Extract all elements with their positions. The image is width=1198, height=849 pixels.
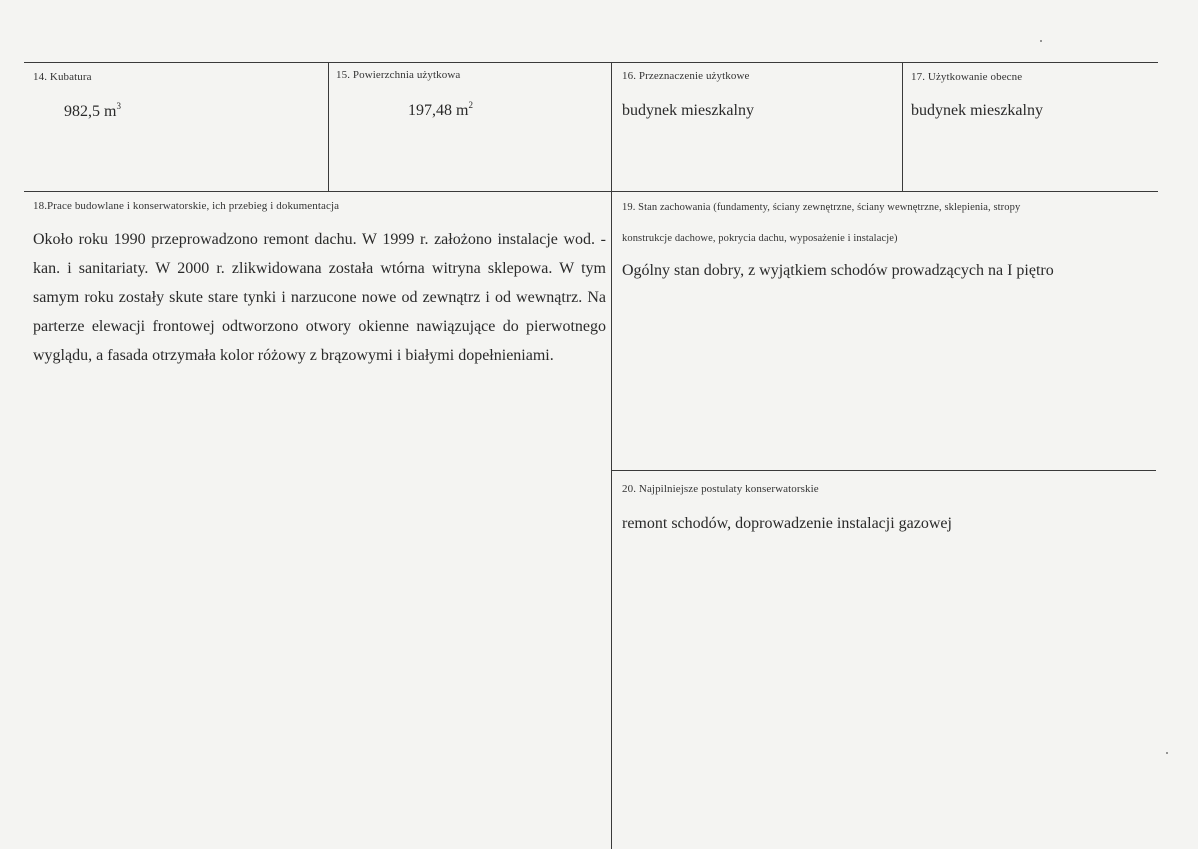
kubatura-number: 982,5 m [64, 103, 117, 120]
stan-zachowania-text: Ogólny stan dobry, z wyjątkiem schodów prowadzących na I piętro [622, 262, 1054, 279]
prace-budowlane-text: Około roku 1990 przeprowadzono remont dachu. W 1999 r. założono instalacje wod. - kan. i sanitariaty. W 2000 r. zlikwidowana została wtórna witryna sklepowa. W tym samym roku zostały skute stare tynki i narzucone nowe od zewnątrz i od wewnątrz. Na parterze elewacji frontowej odtworzono otwory okienne nawiązujące do pierwotnego wyglądu, a fasada otrzymała kolor różowy z brązowymi i białymi dopełnieniami. [33, 231, 606, 364]
scan-speck [1166, 752, 1168, 754]
col-divider-1 [328, 62, 329, 191]
prace-budowlane-label: 18.Prace budowlane i konserwatorskie, ich przebieg i dokumentacja [33, 200, 340, 212]
postulaty-label: 20. Najpilniejsze postulaty konserwatorskie [622, 483, 819, 495]
row-divider [24, 191, 1158, 192]
uzytkowanie-label: 17. Użytkowanie obecne [911, 71, 1023, 83]
powierzchnia-value [408, 102, 473, 120]
postulaty-text: remont schodów, doprowadzenie instalacji gazowej [622, 515, 952, 532]
powierzchnia-label: 15. Powierzchnia użytkowa [336, 69, 461, 81]
kubatura-label: 14. Kubatura [33, 71, 92, 83]
stan-zachowania-label-line2: konstrukcje dachowe, pokrycia dachu, wyposażenie i instalacje) [622, 233, 898, 244]
kubatura-exponent: 3 [116, 101, 121, 111]
section-20-divider [611, 470, 1156, 471]
przeznaczenie-value: budynek mieszkalny [622, 102, 754, 119]
powierzchnia-number: 197,48 m [408, 102, 469, 119]
col-divider-main [611, 62, 612, 849]
stan-zachowania-label-line1: 19. Stan zachowania (fundamenty, ściany zewnętrzne, ściany wewnętrzne, sklepienia, stropy [622, 202, 1021, 213]
uzytkowanie-value: budynek mieszkalny [911, 102, 1043, 119]
scan-speck [1040, 40, 1042, 42]
przeznaczenie-label: 16. Przeznaczenie użytkowe [622, 70, 750, 82]
top-rule [24, 62, 1158, 63]
col-divider-3 [902, 62, 903, 191]
kubatura-value [64, 103, 121, 121]
powierzchnia-exponent: 2 [468, 100, 473, 110]
